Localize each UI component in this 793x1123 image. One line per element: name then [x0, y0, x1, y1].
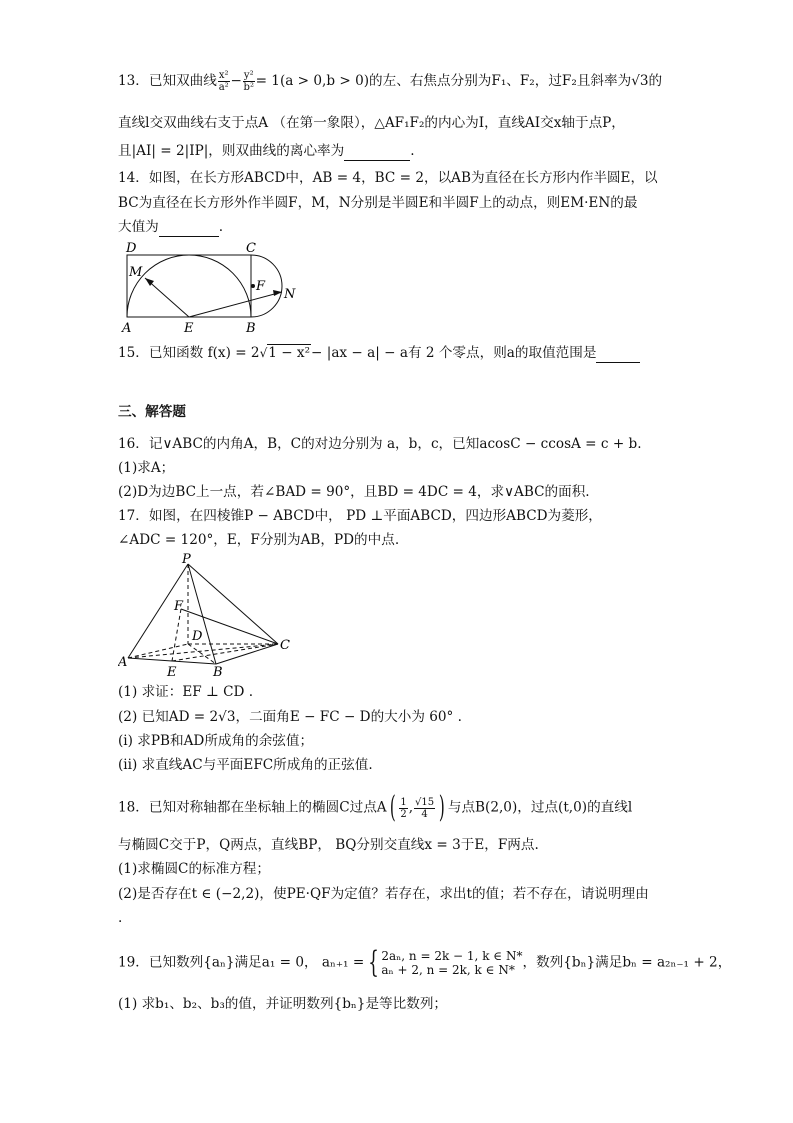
- q15-sqrt: 1 − x²: [268, 345, 311, 361]
- q14-line3: [118, 218, 223, 237]
- q15-text: 15．已知函数 f(x) = 2: [118, 345, 260, 361]
- q17-part2-i: (i) 求PB和AD所成角的余弦值；: [118, 733, 314, 749]
- center-f: [251, 284, 255, 288]
- label-f: F: [256, 279, 266, 294]
- label-b: B: [246, 321, 256, 336]
- q13-line1: [118, 70, 662, 93]
- q17-line1: 17．如图，在四棱锥P − ABCD中， PD ⊥平面ABCD，四边形ABCD为菱形，: [118, 508, 602, 524]
- q17-figure: [118, 552, 298, 680]
- edge-ec: [172, 644, 278, 661]
- q14-line2: BC为直径在长方形外作半圆F，M，N分别是半圆E和半圆F上的动点，则EM·EN的最: [118, 195, 638, 211]
- q13-line3: [118, 142, 415, 161]
- q14-period: .: [218, 219, 224, 235]
- q17-part2-ii: (ii) 求直线AC与平面EFC所成角的正弦值.: [118, 757, 373, 773]
- q18-text: 18．已知对称轴都在坐标轴上的椭圆C过点A: [118, 799, 387, 816]
- label-c: C: [246, 241, 256, 256]
- q17-part1: (1) 求证：EF ⊥ CD .: [118, 684, 254, 700]
- q13-text-rest: = 1(a > 0,b > 0)的左、右焦点分别为F₁、F₂，过F₂且斜率为√3的: [255, 73, 663, 89]
- rectangle-abcd: [127, 255, 251, 317]
- q14-line1: 14．如图，在长方形ABCD中，AB = 4，BC = 2，以AB为直径在长方形内作半圆E，以: [118, 170, 658, 186]
- q16-line2: (1)求A；: [118, 460, 175, 476]
- q15-answer-blank: [596, 344, 640, 363]
- q19-cases: 2aₙ, n = 2k − 1, k ∈ N* aₙ + 2, n = 2k, k ∈ N*: [381, 949, 523, 977]
- label-a: A: [118, 655, 128, 670]
- q18-text-rest: 与点B(2,0)，过点(t,0)的直线l: [447, 799, 633, 816]
- label-a: A: [122, 321, 132, 336]
- edge-ad: [128, 644, 188, 658]
- label-n: N: [284, 287, 296, 302]
- q14-answer-blank: [159, 218, 219, 237]
- q13-period: .: [410, 143, 415, 159]
- q18-frac-sqrt15: $\frac{√15}{4}$: [415, 796, 435, 820]
- q15-text-rest: − |ax − a| − a有 2 个零点，则a的取值范围是: [311, 345, 597, 361]
- vector-en: [189, 292, 282, 317]
- label-p: P: [182, 552, 191, 567]
- label-e: E: [167, 665, 177, 680]
- label-e: E: [184, 321, 194, 336]
- q18-line2: 与椭圆C交于P，Q两点，直线BP， BQ分别交直线x = 3于E，F两点.: [118, 837, 539, 853]
- q16-line1: 16．记∨ABC的内角A，B，C的对边分别为 a，b，c，已知acosC − ccosA = c + b.: [118, 436, 642, 452]
- q15-line1: 15．已知函数 f(x) = 2√1 − x²− |ax − a| − a有 2 个零点，则a的取值范围是: [118, 344, 640, 363]
- q13-frac-y: $\frac{\text{y²}}{\text{b²}}$: [243, 70, 254, 93]
- q13-text: 13．已知双曲线: [118, 73, 217, 89]
- label-d: D: [192, 629, 203, 644]
- q18-frac-half: $\frac{1}{2}$: [400, 796, 407, 820]
- q13-line3-text: 且|AI| = 2|IP|，则双曲线的离心率为: [118, 143, 345, 159]
- q16-line3: (2)D为边BC上一点，若∠BAD = 90°，且BD = 4DC = 4，求∨ABC的面积.: [118, 484, 590, 500]
- q14-figure: [118, 238, 308, 336]
- q17-line2: ∠ADC = 120°，E，F分别为AB，PD的中点.: [118, 532, 400, 548]
- q13-line2: 直线l交双曲线右支于点A （在第一象限），△AF₁F₂的内心为I，直线AI交x轴于点P，: [118, 115, 625, 131]
- q19-line2: (1) 求b₁、b₂、b₃的值，并证明数列{bₙ}是等比数列；: [118, 996, 448, 1012]
- q18-line1: 18．已知对称轴都在坐标轴上的椭圆C过点A( $\frac{1}{2}$ , $\frac{√15}{4}$ ) 与点B(2,0)，过点(t,0)的直线l: [118, 790, 633, 825]
- q18-line5: .: [118, 910, 123, 926]
- q19-line1: 19．已知数列{aₙ}满足a₁ = 0， aₙ₊₁ = { 2aₙ, n = 2k − 1, k ∈ N* aₙ + 2, n = 2k, k ∈ N* ，数列{bₙ}满足bₙ = a₂ₙ₋₁ + 2，: [118, 945, 732, 980]
- semicircle-e: [127, 255, 251, 317]
- q19-text-rest: ，数列{bₙ}满足bₙ = a₂ₙ₋₁ + 2，: [522, 954, 732, 971]
- edge-pb: [188, 564, 216, 664]
- label-m: M: [129, 265, 143, 280]
- q17-part2: (2) 已知AD = 2√3，二面角E − FC − D的大小为 60° .: [118, 709, 462, 725]
- label-c: C: [280, 638, 290, 653]
- label-b: B: [213, 665, 223, 680]
- label-d: D: [126, 241, 137, 256]
- q18-line3: (1)求椭圆C的标准方程；: [118, 861, 270, 877]
- edge-db: [188, 644, 216, 664]
- q13-answer-blank: [344, 142, 410, 161]
- q14-line3-text: 大值为: [118, 219, 159, 235]
- q19-text: 19．已知数列{aₙ}满足a₁ = 0， aₙ₊₁ =: [118, 954, 365, 971]
- q13-minus: −: [230, 73, 242, 89]
- q13-frac-x: $\frac{\text{x²}}{\text{a²}}$: [218, 70, 229, 93]
- section-heading: 三、解答题: [118, 404, 186, 420]
- label-f: F: [174, 599, 184, 614]
- q18-line4: (2)是否存在t ∈ (−2,2)，使PE·QF为定值？若存在，求出t的值；若不存在，请说明理由: [118, 886, 649, 902]
